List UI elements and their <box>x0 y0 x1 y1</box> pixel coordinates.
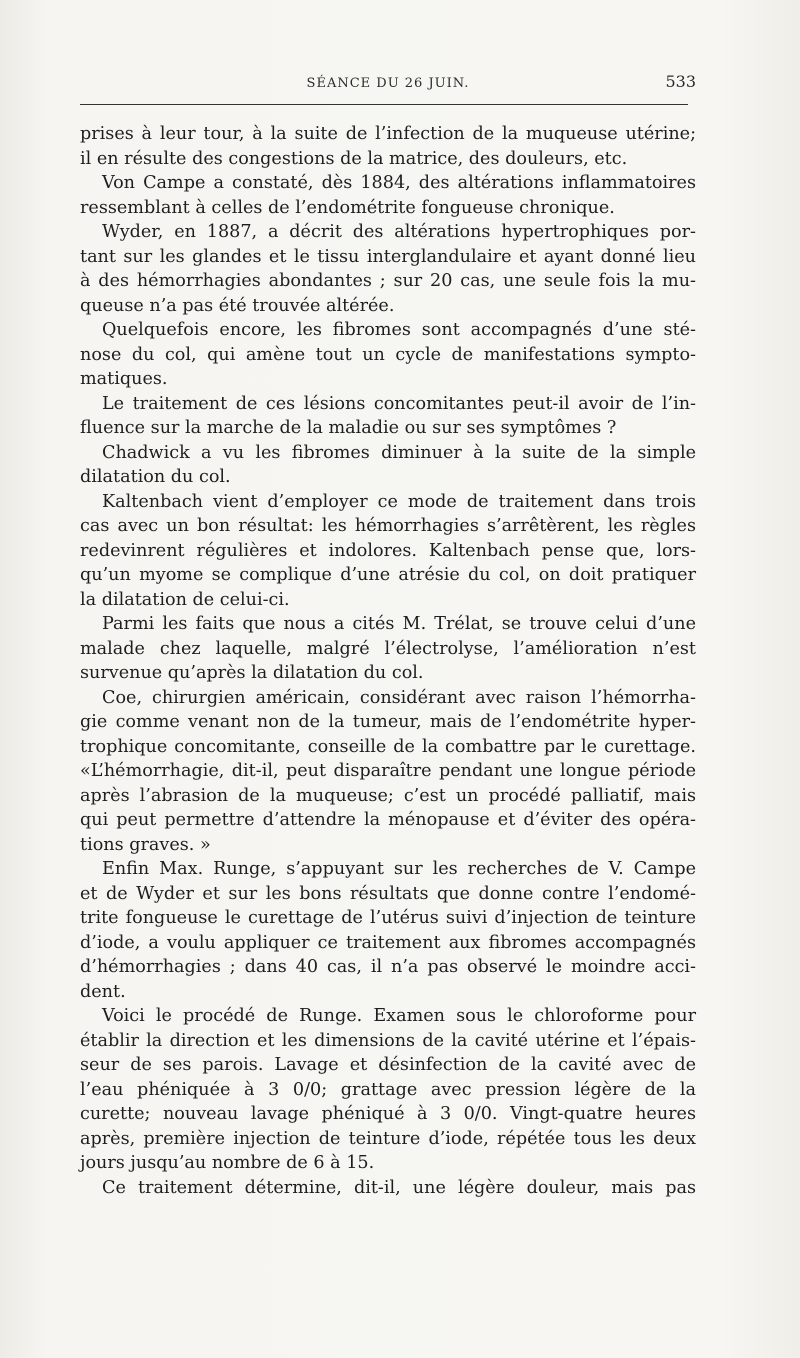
text-line: établir la direction et les dimensions de la cavité utérine et l’épais- <box>80 1030 696 1051</box>
text-line: qui peut permettre d’attendre la ménopause et d’éviter des opéra- <box>80 810 696 830</box>
running-head: SÉANCE DU 26 JUIN. <box>306 76 470 91</box>
page-number: 533 <box>665 72 696 91</box>
text-line: ressemblant à celles de l’endométrite fongueuse chronique. <box>80 197 615 218</box>
text-line: malade chez laquelle, malgré l’électrolyse, l’amélioration n’est <box>80 638 696 659</box>
text-line: seur de ses parois. Lavage et désinfection de la cavité avec de <box>80 1055 696 1075</box>
text-line: d’hémorrhagies ; dans 40 cas, il n’a pas observé le moindre acci- <box>80 957 696 977</box>
text-line: l’eau phéniquée à 3 0/0; grattage avec pression légère de la <box>80 1079 696 1100</box>
text-line: à des hémorrhagies abondantes ; sur 20 cas, une seule fois la mu- <box>80 271 696 291</box>
text-line: Quelquefois encore, les fibromes sont accompagnés d’une sté- <box>102 320 696 340</box>
text-line: dilatation du col. <box>80 467 231 487</box>
text-line: matiques. <box>80 369 168 389</box>
text-line: nose du col, qui amène tout un cycle de manifestations sympto- <box>80 344 696 365</box>
text-line: qu’un myome se complique d’une atrésie du col, on doit pratiquer <box>80 565 696 585</box>
text-line: queuse n’a pas été trouvée altérée. <box>80 295 395 316</box>
text-line: «L’hémorrhagie, dit-il, peut disparaître pendant une longue période <box>80 761 696 781</box>
text-line: Kaltenbach vient d’employer ce mode de traitement dans trois <box>102 491 696 512</box>
text-line: fluence sur la marche de la maladie ou sur ses symptômes ? <box>80 418 617 438</box>
text-line: survenue qu’après la dilatation du col. <box>80 663 424 683</box>
text-line: trophique concomitante, conseille de la combattre par le curettage. <box>80 736 696 757</box>
text-line: après, première injection de teinture d’iode, répétée tous les deux <box>80 1128 696 1149</box>
text-line: tions graves. » <box>80 834 211 855</box>
text-line: Voici le procédé de Runge. Examen sous le chloroforme pour <box>102 1006 696 1026</box>
text-line: il en résulte des congestions de la matrice, des douleurs, etc. <box>80 148 628 169</box>
text-line: tant sur les glandes et le tissu interglandulaire et ayant donné lieu <box>80 246 696 267</box>
text-line: Von Campe a constaté, dès 1884, des altérations inflammatoires <box>102 173 696 193</box>
text-line: prises à leur tour, à la suite de l’infection de la muqueuse utérine; <box>80 124 696 144</box>
text-line: curette; nouveau lavage phéniqué à 3 0/0. Vingt-quatre heures <box>80 1104 696 1124</box>
body-text <box>80 122 696 1200</box>
text-line: la dilatation de celui-ci. <box>80 589 290 610</box>
text-line: gie comme venant non de la tumeur, mais de l’endométrite hyper- <box>80 712 696 732</box>
text-line: redevinrent régulières et indolores. Kaltenbach pense que, lors- <box>80 540 696 561</box>
text-line: Ce traitement détermine, dit-il, une légère douleur, mais pas <box>102 1177 696 1198</box>
text-line: Chadwick a vu les fibromes diminuer à la suite de la simple <box>102 442 696 463</box>
header-rule <box>80 104 688 105</box>
text-line: jours jusqu’au nombre de 6 à 15. <box>80 1153 375 1173</box>
text-line: dent. <box>80 981 126 1002</box>
text-line: et de Wyder et sur les bons résultats que donne contre l’endomé- <box>80 883 696 904</box>
text-line: Enfin Max. Runge, s’appuyant sur les recherches de V. Campe <box>102 859 696 879</box>
text-line: d’iode, a voulu appliquer ce traitement aux fibromes accompagnés <box>80 932 696 953</box>
text-line: trite fongueuse le curettage de l’utérus suivi d’injection de teinture <box>80 908 696 928</box>
text-line: cas avec un bon résultat: les hémorrhagies s’arrêtèrent, les règles <box>80 516 696 536</box>
text-line: Le traitement de ces lésions concomitantes peut-il avoir de l’in- <box>102 393 696 414</box>
text-line: après l’abrasion de la muqueuse; c’est un procédé palliatif, mais <box>80 785 696 806</box>
text-line: Coe, chirurgien américain, considérant avec raison l’hémorrha- <box>102 687 696 708</box>
text-line: Wyder, en 1887, a décrit des altérations hypertrophiques por- <box>102 222 696 242</box>
page-header <box>80 72 696 100</box>
text-line: Parmi les faits que nous a cités M. Trélat, se trouve celui d’une <box>102 614 696 634</box>
